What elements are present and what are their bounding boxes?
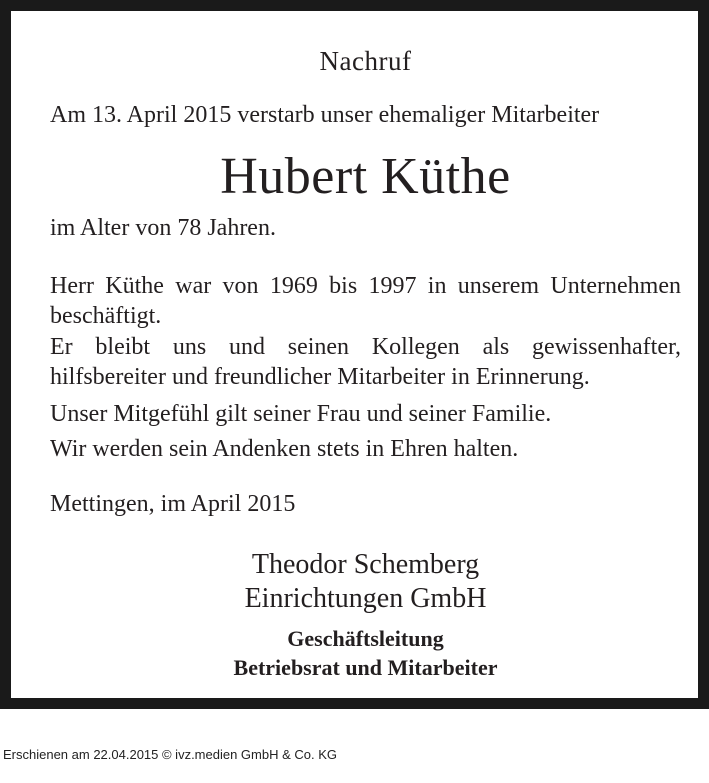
company-name-line1: Theodor Schemberg [251, 549, 480, 580]
paragraph-memory: Er bleibt uns und seinen Kollegen als gewissenhafter, hilfsbereiter und freundlicher Mitarbeiter in Erinnerung. [50, 334, 681, 390]
signatory-council: Betriebsrat und Mitarbeiter [233, 655, 498, 680]
paragraph-employment: Herr Küthe war von 1969 bis 1997 in unserem Unternehmen beschäftigt. [50, 273, 681, 329]
place-date: Mettingen, im April 2015 [50, 491, 296, 517]
signatory-management: Geschäftsleitung [287, 626, 444, 651]
paragraph-honor: Wir werden sein Andenken stets in Ehren halten. [50, 436, 519, 462]
intro-text: Am 13. April 2015 verstarb unser ehemaliger Mitarbeiter [50, 102, 600, 128]
publication-footer: Erschienen am 22.04.2015 © ivz.medien GmbH & Co. KG [3, 747, 338, 762]
company-name-line2: Einrichtungen GmbH [244, 583, 487, 614]
notice-title: Nachruf [319, 46, 412, 76]
paragraph-sympathy: Unser Mitgefühl gilt seiner Frau und seiner Familie. [50, 401, 552, 427]
deceased-name: Hubert Küthe [220, 148, 511, 205]
age-line: im Alter von 78 Jahren. [50, 215, 276, 241]
